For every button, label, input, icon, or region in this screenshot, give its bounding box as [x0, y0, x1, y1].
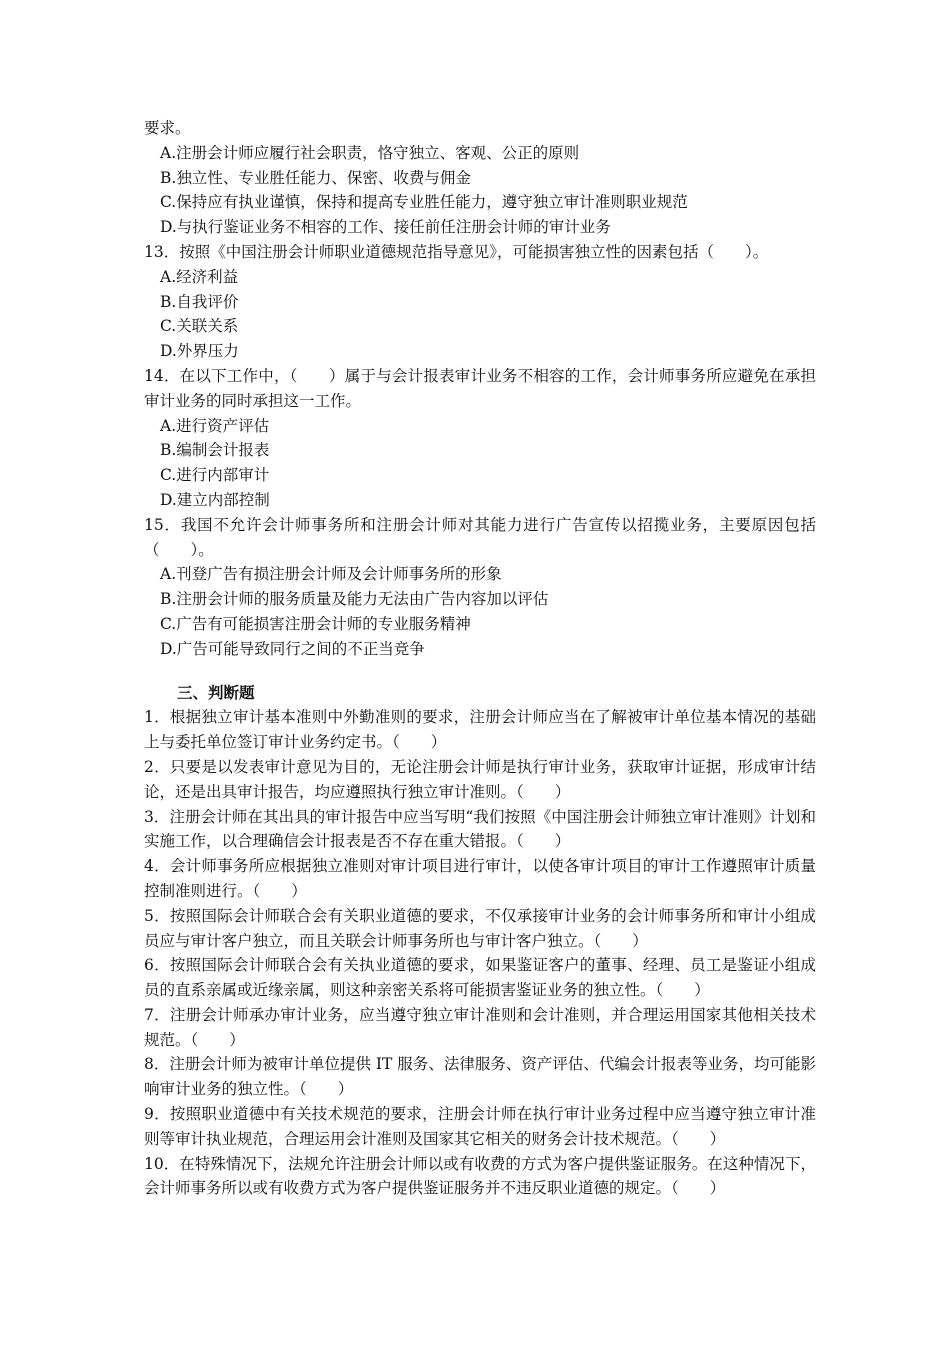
q13-option-a: A.经济利益: [160, 267, 239, 286]
q15-option-d: D.广告可能导致同行之间的不正当竞争: [160, 639, 425, 658]
judgment-item-6: 6．按照国际会计师联合会有关执业道德的要求，如果鉴证客户的董事、经理、员工是鉴证小组成员的直系亲属或近缘亲属，则这种亲密关系将可能损害鉴证业务的独立性。（ ）: [144, 956, 816, 1000]
q14-option-b: B.编制会计报表: [160, 441, 270, 460]
q13-option-d: D.外界压力: [160, 342, 239, 361]
q15-stem: 15．我国不允许会计师事务所和注册会计师对其能力进行广告宣传以招揽业务，主要原因包括（ ）。: [144, 515, 816, 559]
judgment-item-1: 1．根据独立审计基本准则中外勤准则的要求，注册会计师应当在了解被审计单位基本情况的基础上与委托单位签订审计业务约定书。（ ）: [144, 708, 816, 752]
judgment-item-8: 8．注册会计师为被审计单位提供 IT 服务、法律服务、资产评估、代编会计报表等业务，均可能影响审计业务的独立性。（ ）: [144, 1055, 816, 1099]
q14-option-c: C.进行内部审计: [160, 466, 270, 485]
q13-stem: 13．按照《中国注册会计师职业道德规范指导意见》，可能损害独立性的因素包括（ ）。: [144, 242, 769, 261]
q14-option-a: A.进行资产评估: [160, 416, 270, 435]
q12-option-d: D.与执行鉴证业务不相容的工作、接任前任注册会计师的审计业务: [160, 218, 611, 237]
judgment-item-3: 3．注册会计师在其出具的审计报告中应当写明“我们按照《中国注册会计师独立审计准则》计划和实施工作，以合理确信会计报表是否不存在重大错报。（ ）: [144, 807, 816, 851]
document-body: [144, 116, 816, 1201]
q14-option-d: D.建立内部控制: [160, 490, 270, 509]
judgment-item-7: 7．注册会计师承办审计业务，应当遵守独立审计准则和会计准则，并合理运用国家其他相关技术规范。（ ）: [144, 1005, 816, 1049]
q12-option-b: B.独立性、专业胜任能力、保密、收费与佣金: [160, 168, 471, 187]
intro-tail-text: 要求。: [144, 119, 191, 137]
judgment-item-10: 10．在特殊情况下，法规允许注册会计师以或有收费的方式为客户提供鉴证服务。在这种情况下，会计师事务所以或有收费方式为客户提供鉴证服务并不违反职业道德的规定。（ ）: [144, 1154, 816, 1198]
judgment-item-5: 5．按照国际会计师联合会有关职业道德的要求，不仅承接审计业务的会计师事务所和审计小组成员应与审计客户独立，而且关联会计师事务所也与审计客户独立。（ ）: [144, 906, 816, 950]
q12-option-a: A.注册会计师应履行社会职责，恪守独立、客观、公正的原则: [160, 143, 580, 162]
q13-option-b: B.自我评价: [160, 292, 239, 311]
judgment-item-9: 9．按照职业道德中有关技术规范的要求，注册会计师在执行审计业务过程中应当遵守独立审计准则等审计执业规范，合理运用会计准则及国家其它相关的财务会计技术规范。（ ）: [144, 1105, 816, 1148]
q14-stem: 14．在以下工作中，（ ）属于与会计报表审计业务不相容的工作，会计师事务所应避免在承担审计业务的同时承担这一工作。: [144, 366, 816, 410]
judgment-item-2: 2．只要是以发表审计意见为目的，无论注册会计师是执行审计业务，获取审计证据，形成审计结论，还是出具审计报告，均应遵照执行独立审计准则。（ ）: [144, 757, 816, 801]
section-title: 三、判断题: [177, 682, 255, 702]
q12-option-c: C.保持应有执业谨慎，保持和提高专业胜任能力，遵守独立审计准则职业规范: [160, 193, 688, 212]
section-spacer: [144, 662, 816, 681]
q15-option-c: C.广告有可能损害注册会计师的专业服务精神: [160, 614, 471, 633]
judgment-item-4: 4．会计师事务所应根据独立准则对审计项目进行审计，以使各审计项目的审计工作遵照审计质量控制准则进行。（ ）: [144, 857, 816, 900]
q13-option-c: C.关联关系: [160, 317, 239, 336]
q15-option-a: A.刊登广告有损注册会计师及会计师事务所的形象: [160, 565, 502, 584]
q15-option-b: B.注册会计师的服务质量及能力无法由广告内容加以评估: [160, 590, 549, 609]
